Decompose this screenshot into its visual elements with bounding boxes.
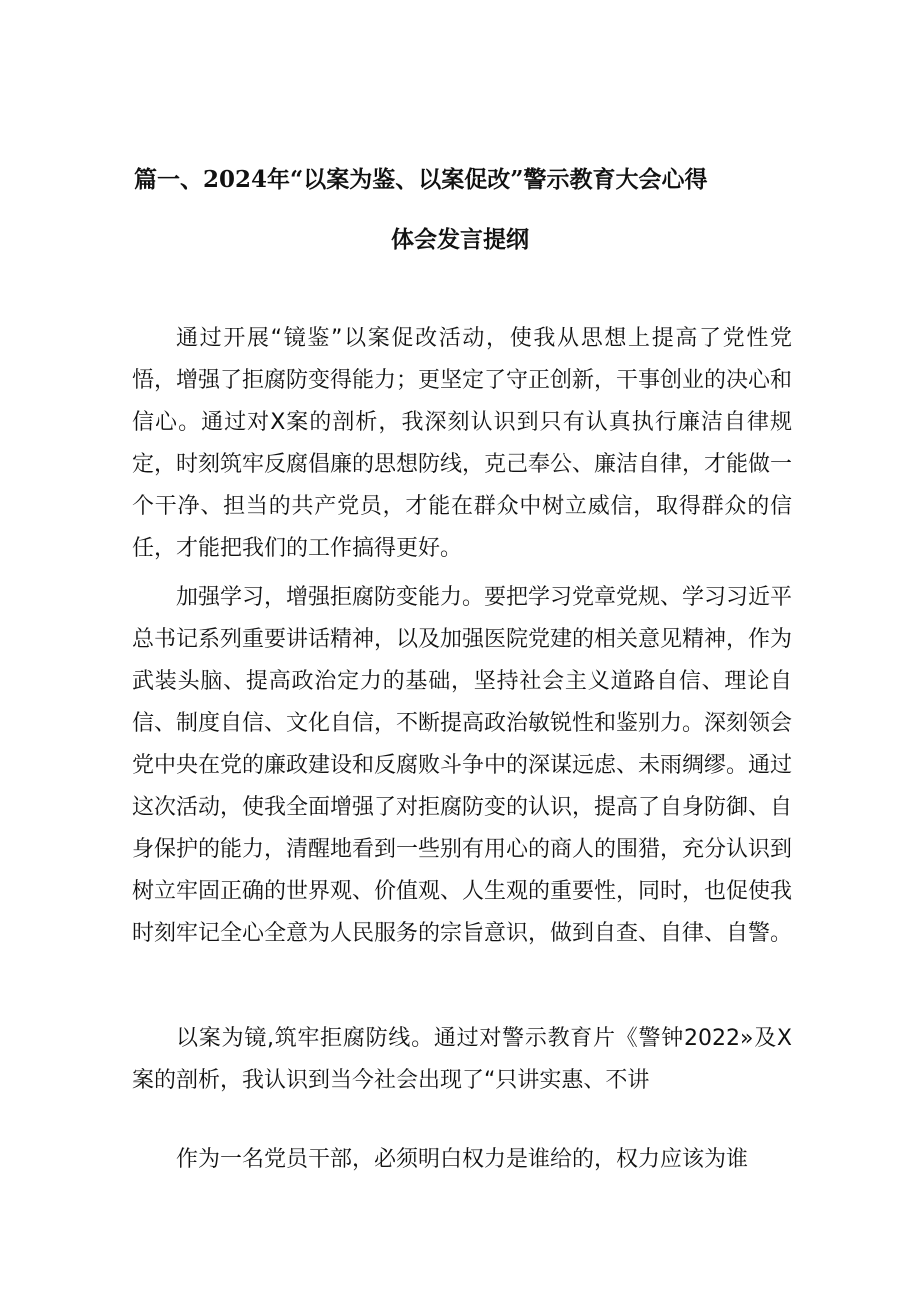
paragraph-3: 以案为镜,筑牢拒腐防线。通过对警示教育片《警钟2022»及X案的剖析，我认识到当今社会出现了“只讲实惠、不讲 bbox=[132, 1026, 792, 1093]
document-title-line-2: 体会发言提纲 bbox=[391, 226, 529, 253]
paragraph-2: 加强学习，增强拒腐防变能力。要把学习党章党规、学习习近平总书记系列重要讲话精神，以及加强医院党建的相关意见精神，作为武装头脑、提高政治定力的基础，坚持社会主义道路自信、理论自信、制度自信、文化自信，不断提高政治敏锐性和鉴别力。深刻领会党中央在党的廉政建设和反腐败斗争中的深谋远虑、未雨绸缪。通过这次活动，使我全面增强了对拒腐防变的认识，提高了自身防御、自身保护的能力，清醒地看到一些别有用心的商人的围猎，充分认识到树立牢固正确的世界观、价值观、人生观的重要性，同时，也促使我时刻牢记全心全意为人民服务的宗旨意识，做到自查、自律、自警。 bbox=[132, 585, 793, 946]
paragraph-1: 通过开展“镜鉴”以案促改活动，使我从思想上提高了党性党悟，增强了拒腐防变得能力；更坚定了守正创新，干事创业的决心和信心。通过对X案的剖析，我深刻认识到只有认真执行廉洁自律规定，时刻筑牢反腐倡廉的思想防线，克己奉公、廉洁自律，才能做一个干净、担当的共产党员，才能在群众中树立威信，取得群众的信任，才能把我们的工作搞得更好。 bbox=[132, 326, 793, 561]
paragraph-4: 作为一名党员干部，必须明白权力是谁给的，权力应该为谁 bbox=[176, 1147, 749, 1172]
document-title-line-1: 篇一、2024年“以案为鉴、以案促改”警示教育大会心得 bbox=[134, 166, 708, 193]
